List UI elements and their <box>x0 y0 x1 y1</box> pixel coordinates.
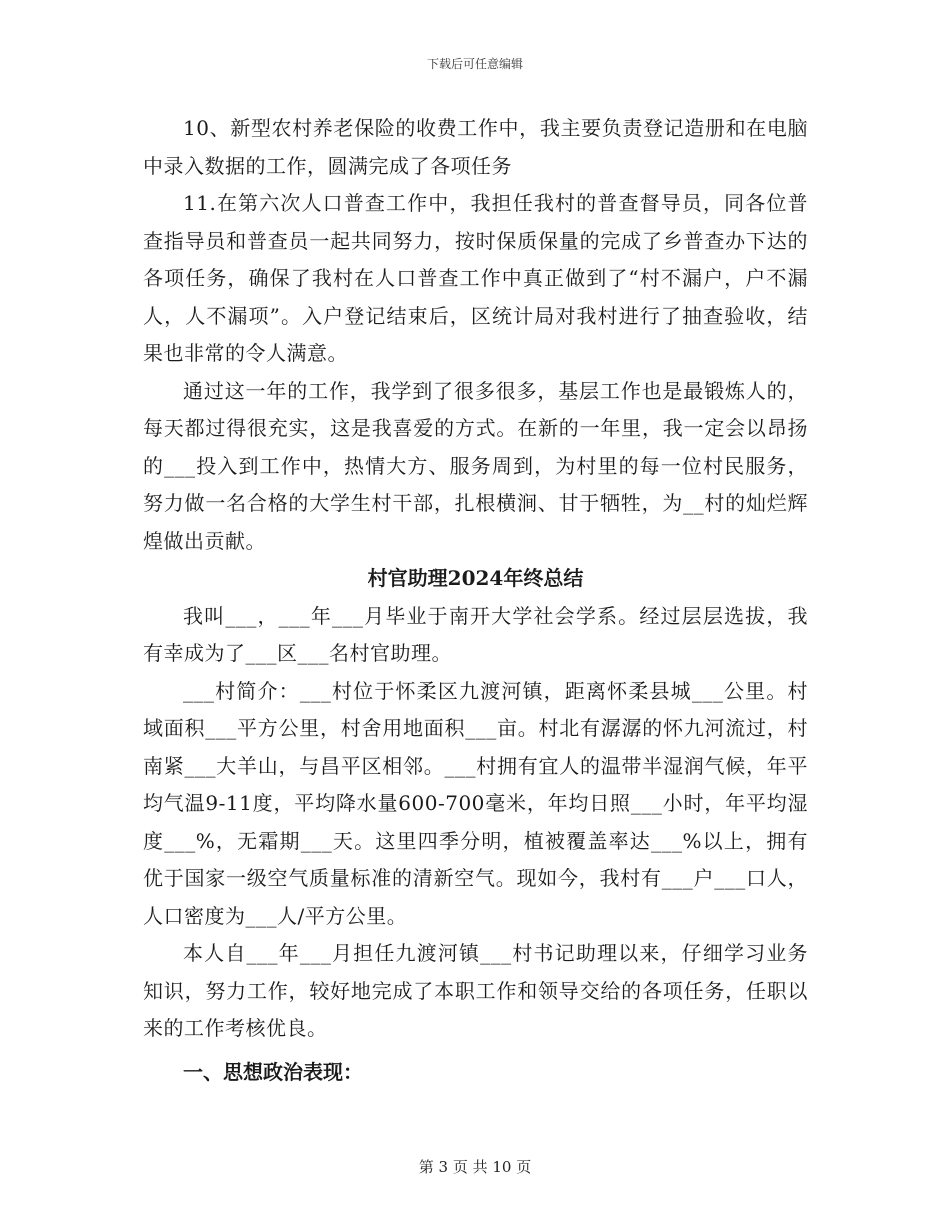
paragraph-work-summary: 本人自___年___月担任九渡河镇___村书记助理以来，仔细学习业务知识，努力工作，较好地完成了本职工作和领导交给的各项任务，任职以来的工作考核优良。 <box>143 941 808 1040</box>
paragraph-conclusion: 通过这一年的工作，我学到了很多很多，基层工作也是最锻炼人的，每天都过得很充实，这是我喜爱的方式。在新的一年里，我一定会以昂扬的___投入到工作中，热情大方、服务周到，为村里的每一位村民服务，努力做一名合格的大学生村干部，扎根横涧、甘于牺牲，为__村的灿烂辉煌做出贡献。 <box>143 378 808 553</box>
paragraph-village-profile: ___村简介：___村位于怀柔区九渡河镇，距离怀柔县城___公里。村域面积___平方公里，村舍用地面积___亩。村北有潺潺的怀九河流过，村南紧___大羊山，与昌平区相邻。___村拥有宜人的温带半湿润气候，年平均气温9-11度，平均降水量600-700毫米，年均日照___小时，年平均湿度___%，无霜期___天。这里四季分明，植被覆盖率达___%以上，拥有优于国家一级空气质量标准的清新空气。现如今，我村有___户___口人，人口密度为___人/平方公里。 <box>143 678 808 928</box>
page-header: 下载后可任意编辑 <box>426 57 523 71</box>
page-footer: 第 3 页 共 10 页 <box>418 1158 532 1176</box>
document-body <box>143 110 808 1091</box>
paragraph-item-11: 11.在第六次人口普查工作中，我担任我村的普查督导员，同各位普查指导员和普查员一起共同努力，按时保质保量的完成了乡普查办下达的各项任务，确保了我村在人口普查工作中真正做到了“村不漏户，户不漏人，人不漏项”。入户登记结束后，区统计局对我村进行了抽查验收，结果也非常的令人满意。 <box>143 191 808 365</box>
paragraph-item-10: 10、新型农村养老保险的收费工作中，我主要负责登记造册和在电脑中录入数据的工作，圆满完成了各项任务 <box>143 116 808 178</box>
section-heading: 一、思想政治表现： <box>183 1059 363 1084</box>
paragraph-introduction: 我叫___，___年___月毕业于南开大学社会学系。经过层层选拔，我有幸成为了___区___名村官助理。 <box>143 603 808 665</box>
document-title: 村官助理2024年终总结 <box>367 566 584 590</box>
